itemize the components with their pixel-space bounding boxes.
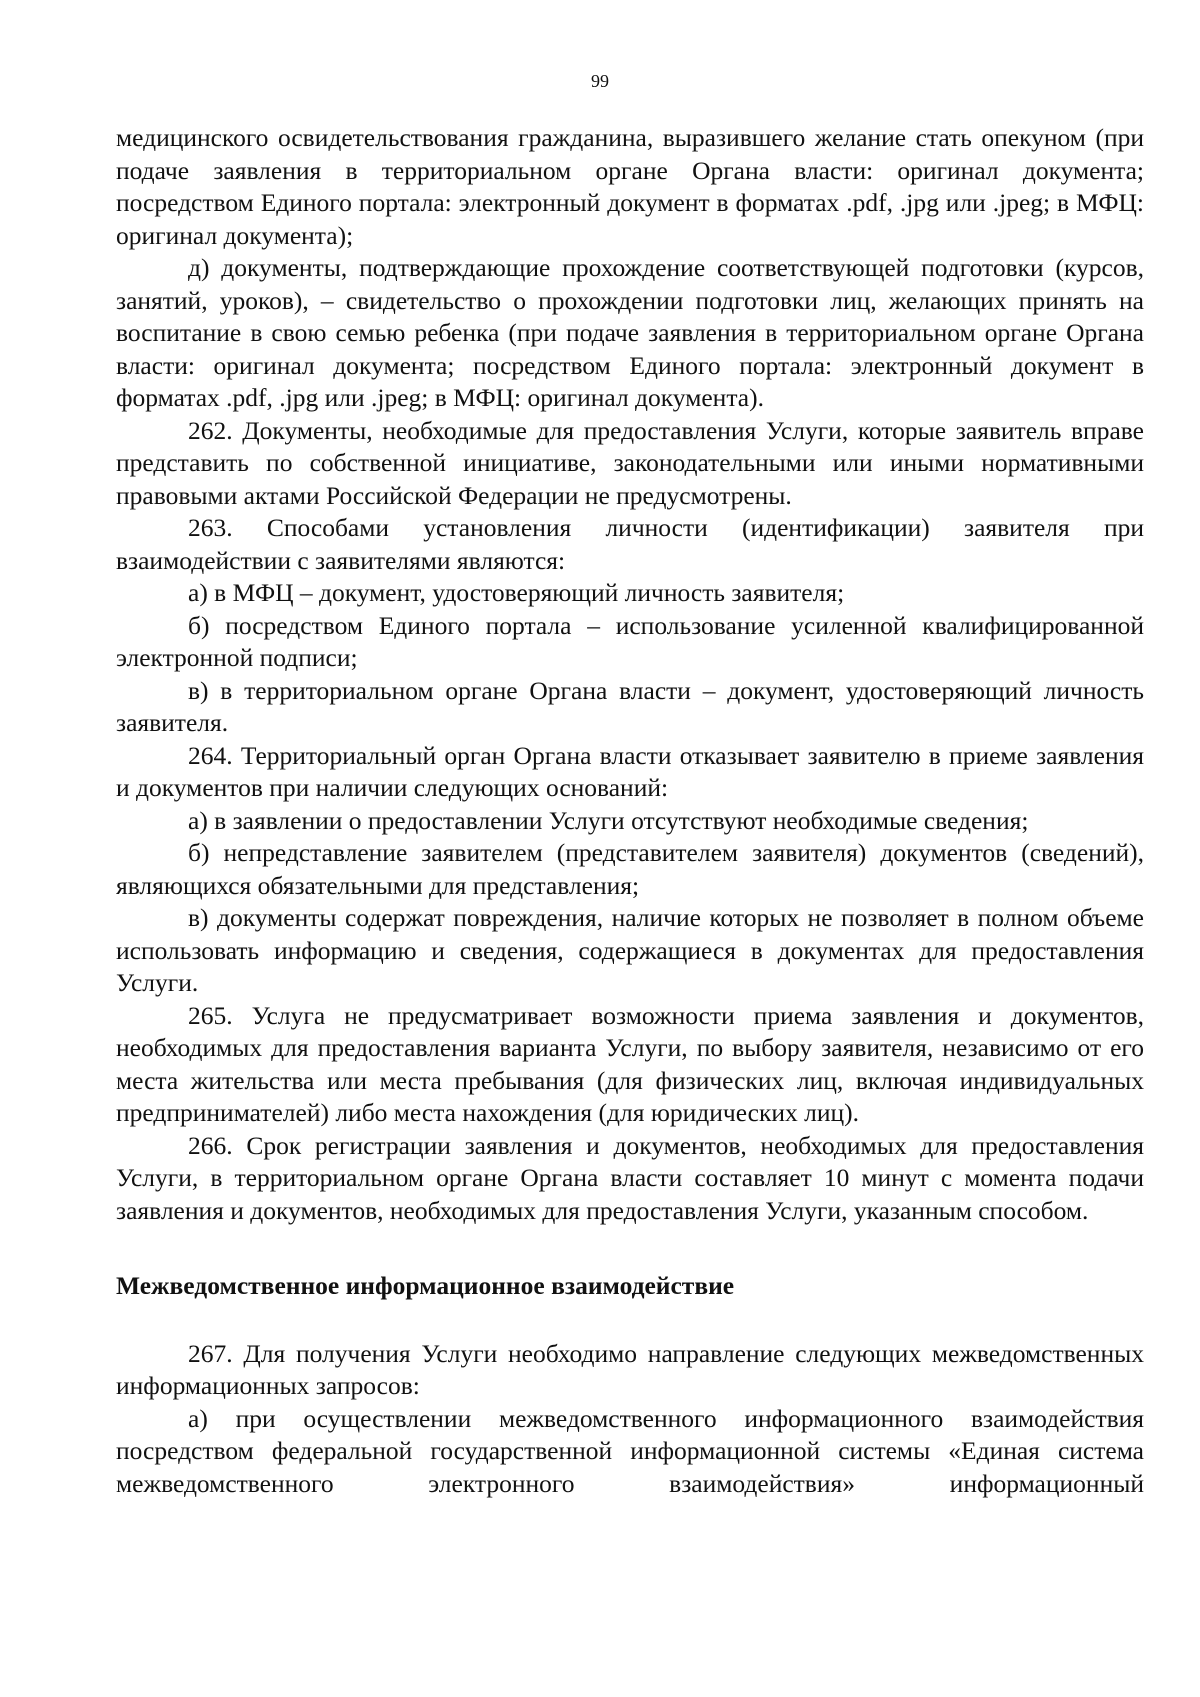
section-heading: Межведомственное информационное взаимодействие: [116, 1271, 735, 1300]
paragraph-264-v: в) документы содержат повреждения, наличие которых не позволяет в полном объеме использовать информацию и сведения, содержащиеся в документах для предоставления Услуги.: [116, 903, 1144, 997]
paragraph-263-v: в) в территориальном органе Органа власти – документ, удостоверяющий личность заявителя.: [116, 675, 1144, 737]
paragraph-267-a: а) при осуществлении межведомственного информационного взаимодействия посредством федеральной государственной информационной системы «Единая система межведомственного электронного взаимодействия» информационный: [116, 1403, 1144, 1498]
paragraph-263-a: а) в МФЦ – документ, удостоверяющий личность заявителя;: [188, 578, 845, 607]
paragraph-266: 266. Срок регистрации заявления и документов, необходимых для предоставления Услуги, в территориальном органе Органа власти составляет 10 минут с момента подачи заявления и документов, необходимых для предоставления Услуги, указанным способом.: [116, 1130, 1144, 1225]
page-number: 99: [591, 71, 609, 91]
paragraph-263: 263. Способами установления личности (идентификации) заявителя при взаимодействии с заявителями являются:: [116, 513, 1144, 575]
paragraph-264-a: а) в заявлении о предоставлении Услуги отсутствуют необходимые сведения;: [188, 805, 1029, 835]
document-body: [116, 122, 1144, 1500]
paragraph-267: 267. Для получения Услуги необходимо направление следующих межведомственных информационных запросов:: [116, 1338, 1144, 1400]
paragraph-265: 265. Услуга не предусматривает возможности приема заявления и документов, необходимых для предоставления варианта Услуги, по выбору заявителя, независимо от его места жительства или места пребывания (для физических лиц, включая индивидуальных предпринимателей) либо места нахождения (для юридических лиц).: [116, 1000, 1144, 1127]
paragraph-262: 262. Документы, необходимые для предоставления Услуги, которые заявитель вправе представить по собственной инициативе, законодательными или иными нормативными правовыми актами Российской Федерации не предусмотрены.: [116, 415, 1144, 510]
paragraph-264: 264. Территориальный орган Органа власти отказывает заявителю в приеме заявления и документов при наличии следующих оснований:: [116, 740, 1144, 802]
paragraph-263-b: б) посредством Единого портала – использование усиленной квалифицированной электронной подписи;: [116, 610, 1144, 672]
paragraphs-after-heading: [116, 1338, 1144, 1501]
paragraph-264-b: б) непредставление заявителем (представителем заявителя) документов (сведений), являющихся обязательными для представления;: [116, 838, 1144, 900]
paragraph-medical-examination: медицинского освидетельствования гражданина, выразившего желание стать опекуном (при подаче заявления в территориальном органе Органа власти: оригинал документа; посредством Единого портала: электронный документ в форматах .pdf, .jpg или .jpeg; в МФЦ: оригинал документа);: [116, 123, 1144, 250]
paragraphs-before-heading: [116, 122, 1144, 1227]
paragraph-item-d-training-documents: д) документы, подтверждающие прохождение соответствующей подготовки (курсов, занятий, уроков), – свидетельство о прохождении подготовки лиц, желающих принять на воспитание в свою семью ребенка (при подаче заявления в территориальном органе Органа власти: оригинал документа; посредством Единого портала: электронный документ в форматах .pdf, .jpg или .jpeg; в МФЦ: оригинал документа).: [116, 253, 1144, 412]
